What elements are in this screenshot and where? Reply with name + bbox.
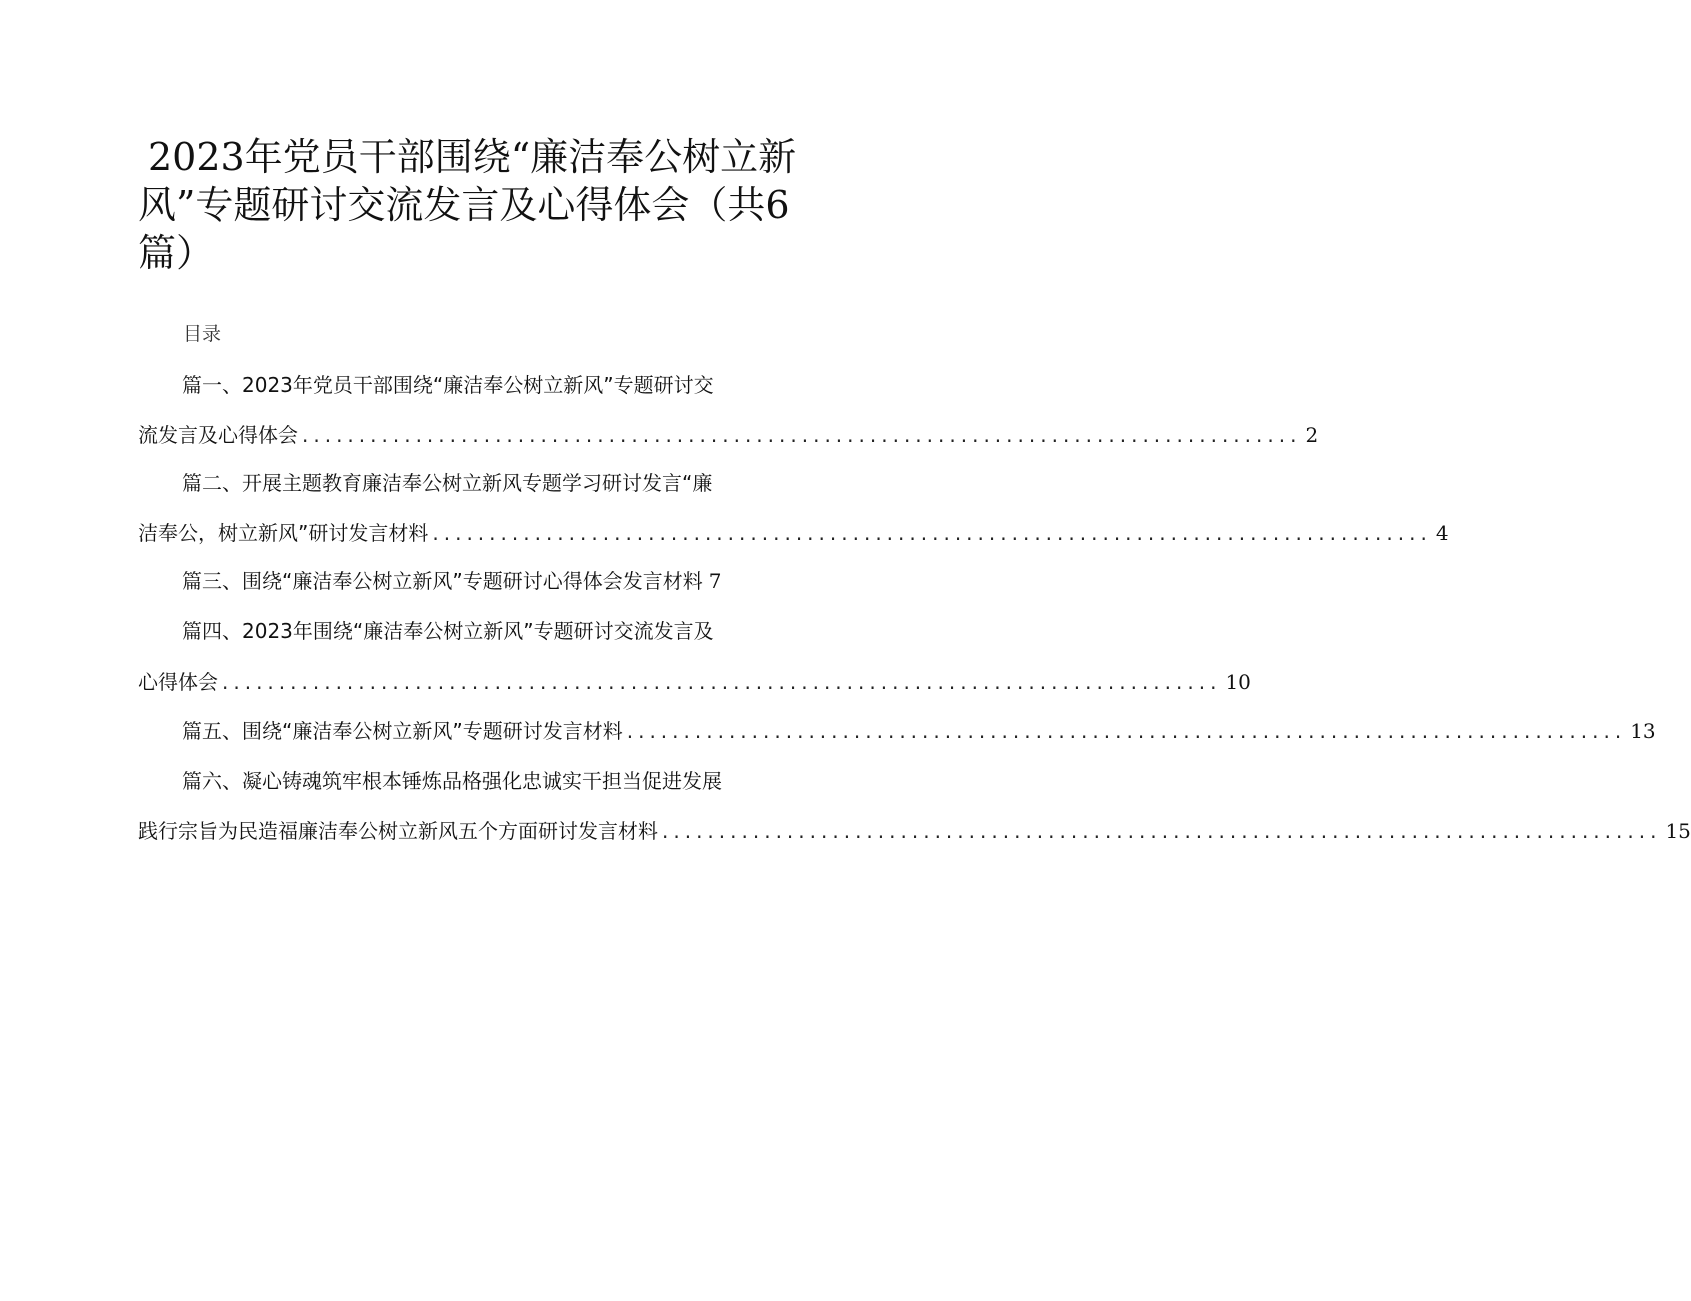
- toc-leader-dots: ........................................................................................: [662, 819, 1662, 843]
- title-line-2: 风”专题研讨交流发言及心得体会（共6: [138, 183, 790, 227]
- toc-entry-1-line-1[interactable]: 篇一、2023年党员干部围绕“廉洁奉公树立新风”专题研讨交: [182, 373, 714, 397]
- toc-entry-6-line-1[interactable]: 篇六、凝心铸魂筑牢根本锤炼品格强化忠诚实干担当促进发展: [182, 769, 722, 793]
- toc-entry-6-text: 践行宗旨为民造福廉洁奉公树立新风五个方面研讨发言材料: [138, 819, 658, 843]
- toc-entry-1-line-2[interactable]: [138, 415, 1319, 455]
- toc-entry-3[interactable]: [138, 561, 780, 601]
- toc-leader-dots: ........................................................................................: [626, 719, 1627, 743]
- title-line-3: 篇）: [138, 231, 215, 275]
- toc-entry-5[interactable]: [138, 711, 1656, 751]
- toc-entry-6-line-2[interactable]: [138, 811, 1691, 851]
- toc-entry-4-page: 10: [1225, 670, 1251, 694]
- toc-entry-2-text: 洁奉公，树立新风”研讨发言材料: [138, 521, 429, 545]
- toc-entry-2-line-1[interactable]: 篇二、开展主题教育廉洁奉公树立新风专题学习研讨发言“廉: [182, 471, 713, 495]
- toc-heading: 目录: [183, 323, 222, 345]
- toc-entry-2-line-2[interactable]: [138, 513, 1449, 553]
- toc-entry-5-text: 篇五、围绕“廉洁奉公树立新风”专题研讨发言材料: [182, 719, 623, 743]
- toc-leader-dots: ........................................................................................: [222, 670, 1222, 694]
- toc-entry-2-page: 4: [1435, 521, 1449, 545]
- title-line-1: 2023年党员干部围绕“廉洁奉公树立新: [148, 135, 797, 179]
- toc-entry-4-line-2[interactable]: [138, 662, 1251, 702]
- toc-entry-1-text: 流发言及心得体会: [138, 423, 298, 447]
- toc-entry-4-text: 心得体会: [138, 670, 218, 694]
- toc-entry-4-line-1[interactable]: 篇四、2023年围绕“廉洁奉公树立新风”专题研讨交流发言及: [182, 619, 714, 643]
- toc-leader-dots: ........................................................................................: [302, 423, 1302, 447]
- toc-entry-5-page: 13: [1630, 719, 1656, 743]
- toc-entry-3-text: 篇三、围绕“廉洁奉公树立新风”专题研讨心得体会发言材料: [182, 569, 703, 593]
- toc-entry-3-page: 7: [708, 569, 722, 593]
- toc-entry-6-page: 15: [1665, 819, 1691, 843]
- document-title: [138, 133, 797, 277]
- toc-entry-1-page: 2: [1305, 423, 1319, 447]
- toc-leader-dots: ........................................................................................: [432, 521, 1432, 545]
